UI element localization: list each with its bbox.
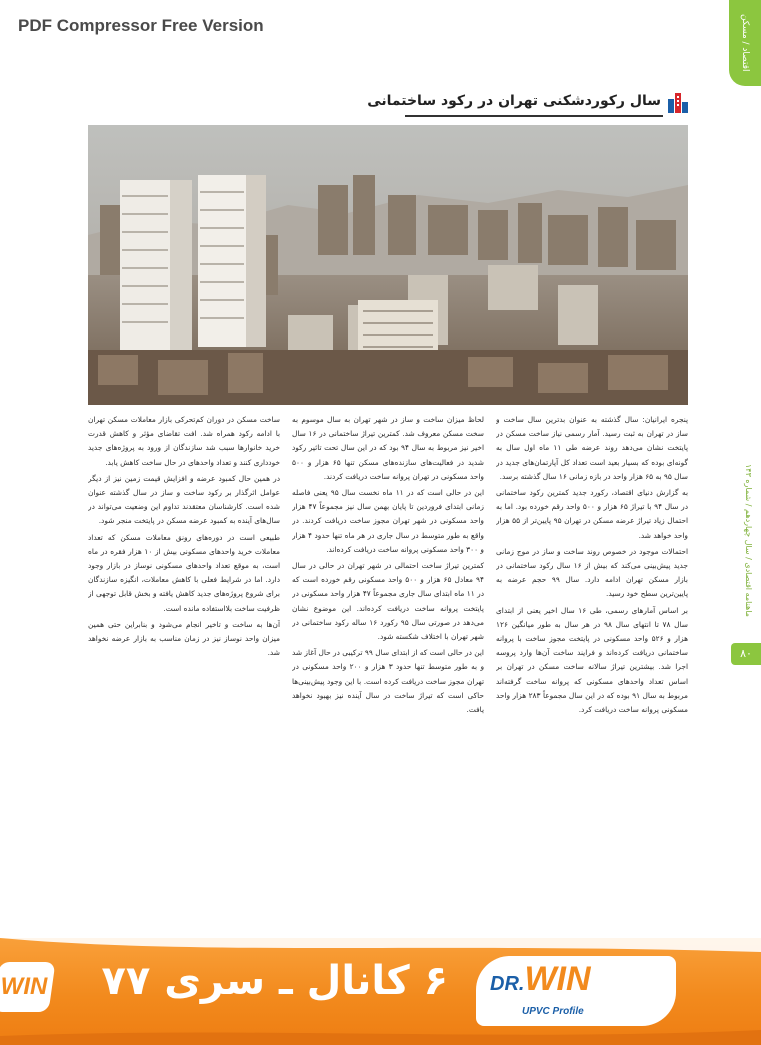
- paragraph: لحاظ میزان ساخت و ساز در شهر تهران به سال موسوم به سخت مسکن معروف شد. کمترین تیراژ ساختمانی در ۱۶ سال اخیر نیز مربوط به سال ۹۴ بود که در این سال تحت تاثیر رکود شدید در فعالیت‌های سازنده‌های مسکن تنها ۶۵ هزار و ۵۰۰ واحد مسکونی در تهران پروانه ساخت دریافت کردند.: [292, 415, 484, 481]
- paragraph: بر اساس آمارهای رسمی، طی ۱۶ سال اخیر یعنی از ابتدای سال ۷۸ تا انتهای سال ۹۸ در هر سال به طور میانگین ۱۲۶ هزار و ۵۲۶ واحد مسکونی در پایتخت مجوز ساخت با پروانه ساختمانی دریافت کرده‌اند و فرایند ساخت آن‌ها وارد پروسه اجرا شد. بیشترین تیراژ سالانه ساخت مسکن در تهران بر اساس تعداد واحدهای مسکونی که پروانه ساخت گرفته‌اند مربوط به سال ۹۱ بوده که در این سال مجموعاً ۲۸۳ هزار واحد مسکونی پروانه ساخت دریافت کرد.: [496, 605, 688, 715]
- section-tab-label: اقتصاد / مسکن: [740, 14, 750, 72]
- drwin-logo: [476, 956, 676, 1026]
- paragraph: احتمالات موجود در خصوص روند ساخت و ساز در موج زمانی جدید پیش‌بینی می‌کند که بیش از ۱۶ سال رکود ساختمانی در بازار مسکن تهران ادامه دارد. سال ۹۹ حجم عرضه به پایین‌ترین سطح خود رسید.: [496, 546, 688, 599]
- article-title: سال رکوردشکنی تهران در رکود ساختمانی: [367, 93, 661, 109]
- paragraph: ساخت مسکن در دوران کم‌تحرکی بازار معاملات مسکن تهران با ادامه رکود همراه شد. افت تقاضای مؤثر و کاهش قدرت خرید خانوارها سبب شد سازندگان از ورود به پروژه‌های جدید خودداری کنند و تعداد واحدهای در حال ساخت کاهش یابد.: [88, 415, 280, 467]
- section-tab: [729, 0, 761, 86]
- paragraph: پنجره ایرانیان: سال گذشته به عنوان بدترین سال ساخت و ساز در تهران به ثبت رسید. آمار رسمی نیاز ساخت مسکن در پایتخت نشان می‌دهد روند عرضه طی ۱۱ ماه اول سال به گونه‌ای بوده که بسیار بعید است تعداد کل آپارتمان‌های جدید در سال ۹۵ به ۶۵ هزار واحد در بازه زمانی ۱۶ سال گذشته برسد.: [496, 415, 688, 481]
- win-logo-left: WIN: [0, 962, 56, 1012]
- paragraph: در همین حال کمبود عرضه و افزایش قیمت زمین نیز از دیگر عوامل اثرگذار بر رکود ساخت و ساز در سال گذشته عنوان شده است. کارشناسان معتقدند تداوم این وضعیت می‌تواند در سال‌های آینده به کمبود عرضه مسکن در پایتخت منجر شود.: [88, 473, 280, 526]
- paragraph: طبیعی است در دوره‌های رونق معاملات مسکن که تعداد معاملات خرید واحدهای مسکونی بیش از ۱۰ هزار فقره در ماه است، به موقع تعداد واحدهای مسکونی نوساز در بازار وجود دارد. اما در شرایط فعلی با کاهش معاملات، انگیزه سازندگان برای شروع پروژه‌های جدید کاهش یافته و بخش قابل توجهی از ظرفیت ساخت بلااستفاده مانده است.: [88, 532, 280, 613]
- paragraph: این در حالی است که در ۱۱ ماه نخست سال ۹۵ یعنی فاصله زمانی ابتدای فروردین تا پایان بهمن سال نیز مجموعاً ۴۷ هزار واحد مسکونی در شهر تهران مجوز ساخت دریافت کردند. در واقع به طور متوسط در سال جاری در هر ماه تنها حدود ۴ هزار و ۳۰۰ واحد مسکونی پروانه ساخت دریافت کرده‌اند.: [292, 488, 484, 554]
- brand-name: [490, 960, 591, 999]
- article-title-row: [367, 91, 689, 117]
- article-column-left: [88, 413, 280, 933]
- banner-slogan: ۶ کانال ـ سری ۷۷: [101, 958, 448, 1004]
- brand-subtitle: UPVC Profile: [522, 1006, 584, 1017]
- paragraph: آن‌ها به ساخت و تاخیر انجام می‌شود و بنابراین حتی همین میزان واحد نوساز نیز در زمان مناسب به بازار عرضه نخواهد شد.: [88, 619, 280, 658]
- paragraph: کمترین تیراژ ساخت احتمالی در شهر تهران در حالی در سال ۹۴ معادل ۶۵ هزار و ۵۰۰ واحد مسکونی رقم خورده است که در ۱۱ ماه ابتدای سال جاری مجموعاً ۴۷ هزار واحد مسکونی در پایتخت پروانه ساخت دریافت کرده‌اند. این موضوع نشان می‌دهد در صورتی سال ۹۵ رکورد ۱۶ ساله رکود ساختمانی در شهر تهران با اختلاف شکسته شود.: [292, 561, 484, 642]
- article-column-middle: [292, 413, 484, 933]
- advertisement-banner[interactable]: [0, 938, 761, 1045]
- running-footer: ماهنامه اقتصادی / سال چهاردهم / شماره ۱۴۳: [744, 463, 753, 617]
- watermark-text: PDF Compressor Free Version: [18, 16, 264, 35]
- title-underline: [405, 115, 663, 117]
- article-column-right: [496, 413, 688, 933]
- paragraph: به گزارش دنیای اقتصاد، رکورد جدید کمترین رکود ساختمانی در سال ۹۴ با تیراژ ۶۵ هزار و ۵۰۰ واحد رقم خورده بود. اما به احتمال زیاد تیراژ عرضه مسکن در تهران ۹۵ پایین‌تر از ۵۵ هزار واحد خواهد شد.: [496, 488, 688, 540]
- paragraph: این در حالی است که از ابتدای سال ۹۹ ترکیبی در حال آغاز شد و به طور متوسط تنها حدود ۳ هزار و ۲۰۰ واحد مسکونی در تهران مجوز ساخت دریافت کرده است. با این وجود پیش‌بینی‌ها حاکی است که تیراژ ساخت در سال آینده نیز بهبود نخواهد یافت.: [292, 648, 484, 715]
- tehran-skyline-photo: [88, 125, 688, 405]
- brand-prefix: DR.: [490, 973, 525, 995]
- brand-win: WIN: [524, 960, 591, 998]
- page-number: ۸۰: [731, 643, 761, 665]
- building-icon: [667, 91, 689, 113]
